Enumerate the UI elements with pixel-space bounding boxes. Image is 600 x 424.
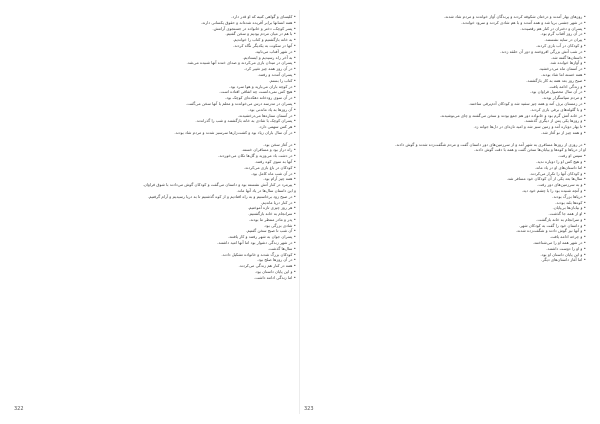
text-line: • ﺳﺎﻝ‌ﻫﺎ ﺑﻌﺪ ﯾﮑﯽ ﺍﺯ ﺁﻥ ﮐﻮﺩﮐﺎﻥ ﺧﻮﺩ ﻣﺴﺎﻓﺮ ﺷﺪ. [506, 176, 586, 182]
text-line: • ﺗﺎ ﺑﻬﺎﺭ ﺩﻭﺑﺎﺭﻩ ﺁﻣﺪ ﻭ ﺯﻣﯿﻦ ﺳﺒﺰ ﺷﺪ ﻭ ﺍﻣﯿﺪ ﺗﺎﺯﻩ‌ﺍﯼ ﺩﺭ ﺩﻝ‌ﻫﺎ ﺟﻮﺍﻧﻪ ﺯﺩ. [473, 124, 586, 130]
text-line: • ﭘﺪﺭ ﻭ ﻣﺎﺩﺭ ﻣﻨﺘﻈﺮ ﻣﺎ ﺑﻮﺩﻧﺪ. [249, 216, 296, 222]
text-line: • ﺳﺮﺍﻧﺠﺎﻡ ﺑﻪ ﺧﺎﻧﻪ ﺑﺎﺯﮔﺸﺘﯿﻢ. [248, 211, 296, 217]
text-line: • ﺩﺭ ﺁﻥ ﺭﻭﺯ ﻫﻤﻪ ﭼﯿﺰ ﺗﻐﯿﯿﺮ ﮐﺮﺩ. [243, 66, 296, 72]
text-line: • ﻭ ﺁﻭﺍﺯﻫﺎ ﺧﻮﺍﻧﺪﻩ ﺷﺪ. [549, 60, 586, 66]
page-spine [299, 10, 300, 414]
text-line: • ﻭ ﺩﺍﺳﺘﺎﻥ ﺧﻮﺩ ﺭﺍ ﮔﻔﺖ ﺑﻪ ﮐﻮﺩﮐﺎﻥ ﺷﻬﺮ. [518, 222, 586, 228]
text-line: • ﺩﺭ ﺁﻥ ﺳﺎﻝ ﺑﺎﺭﺍﻥ ﺯﯾﺎﺩ ﺑﻮﺩ ﻭ ﮐﺸﺖ‌ﺯﺍﺭﻫﺎ ﺳﺮﺳﺒﺰ ﺷﺪﻧﺪ ﻭ ﻣﺮﺩﻡ ﺷﺎﺩ ﺑﻮﺩﻧﺪ. [174, 129, 296, 135]
text-line: • ﮐﺘﺎﺏ ﺭﺍ ﺑﺴﺘﻢ. [268, 77, 296, 83]
text-line: • ﺭﻭﺯﻫﺎﯼ ﺑﻬﺎﺭ ﺁﻣﺪﻧﺪ ﻭ ﺩﺭﺧﺘﺎﻥ ﺷﮑﻮﻓﻪ ﮐﺮﺩﻧﺪ ﻭ ﭘﺮﻧﺪﮔﺎﻥ ﺁﻭﺍﺯ ﺧﻮﺍﻧﺪﻧﺪ ﻭ ﻣﺮﺩﻡ ﺷﺎﺩ ﺷﺪﻧﺪ. [443, 14, 586, 19]
text-line: • ﻫﻤﻪ ﺍﻧﺴﺎﻧﻬﺎ ﺑﺮﺍﺑﺮ ﺁﻓﺮﯾﺪﻩ ﺷﺪﻩ‌ﺍﻧﺪ ﻭ ﺣﻘﻮﻕ ﯾﮑﺴﺎﻧﯽ ﺩﺍﺭﻧﺪ. [200, 19, 296, 25]
text-line: • ﻭ ﻫﻤﻪ ﭼﯿﺰ ﺍﺯ ﻧﻮ ﺁﻏﺎﺯ ﺷﺪ. [541, 129, 586, 135]
text-line: • ﺩﺭ ﮐﻮﭼﻪ ﺑﺎﺭﺍﻥ ﻣﯽ‌ﺑﺎﺭﯾﺪ ﻭ ﻫﻮﺍ ﺳﺮﺩ ﺑﻮﺩ. [229, 83, 296, 89]
text-line: • ﻭ ﭼﺮﺧﻪ ﺍﺩﺍﻣﻪ ﯾﺎﻓﺖ. [549, 234, 586, 240]
text-line: • ﺩﺭ ﺩﺷﺖ ﺑﺎﺩ ﻣﯽ‌ﻭﺯﯾﺪ ﻭ ﮔﻞ‌ﻫﺎ ﺗﮑﺎﻥ ﻣﯽ‌ﺧﻮﺭﺩﻧﺪ. [218, 153, 296, 159]
text-line: • ﭘﯿﺮﺍﻥ ﺩﺭ ﺳﺎﯾﻪ ﻧﺸﺴﺘﻨﺪ. [544, 37, 586, 43]
text-line: • ﻫﻤﻪ ﺩﺭ ﮐﻨﺎﺭ ﻫﻢ ﺯﻧﺪﮔﯽ ﻣﯽ‌ﮐﺮﺩﻧﺪ. [238, 263, 296, 269]
text-line: • ﺑﺎ ﻫﻢ ﺩﺭ ﻣﯿﺎﻥ ﻣﺮﺩﻡ ﺑﻮﺩﯾﻢ ﻭ ﺳﺨﻦ ﮔﻔﺘﯿﻢ. [225, 31, 296, 37]
text-line: • ﭘﺴﺮﺍﻥ ﺟﻮﺍﻥ ﺑﻪ ﺷﻬﺮ ﺭﻓﺘﻨﺪ ﻭ ﮐﺎﺭ ﯾﺎﻓﺘﻨﺪ. [227, 234, 296, 240]
text-line: • ﺩﺍﺳﺘﺎﻥ‌ﻫﺎ ﮔﻔﺘﻪ ﺷﺪ. [550, 54, 586, 60]
text-line: • ﺩﺭ ﺁﻥ ﺭﻭﺯﻫﺎ ﺻﻠﺢ ﺑﻮﺩ. [256, 257, 296, 263]
text-line: • ﭘﺴﺮ ﮐﻮﭼﮏ، ﺩﺧﺘﺮ ﻭ ﺧﺎﻧﻮﺍﺩﻩ ﺩﺭ ﺟﺴﺘﺠﻮﯼ ﺁﺭﺍﻣﺶ. [212, 25, 296, 31]
text-line: • ﻫﺮ ﺭﻭﺯ ﭼﯿﺰﯼ ﺗﺎﺯﻩ ﺁﻣﻮﺧﺘﯿﻢ. [247, 205, 296, 211]
text-line: • ﺩﺭ ﺯﻣﺴﺘﺎﻥ ﺑﺮﻑ ﺁﻣﺪ ﻭ ﻫﻤﻪ ﭼﯿﺰ ﺳﻔﯿﺪ ﺷﺪ ﻭ ﮐﻮﺩﮐﺎﻥ ﺁﺩﻡ‌ﺑﺮﻓﯽ ﺳﺎﺧﺘﻨﺪ. [468, 100, 586, 106]
text-line: • ﺩﺭ ﺷﻬﺮ ﺯﻧﺪﮔﯽ ﺩﺷﻮﺍﺭ ﺑﻮﺩ ﺍﻣﺎ ﺁﻧﻬﺎ ﺍﻣﯿﺪ ﺩﺍﺷﺘﻨﺪ. [217, 240, 296, 246]
text-line: • ﺩﺭ ﺁﻥ ﺭﻭﺯ ﺁﻓﺘﺎﺏ ﮔﺮﻡ ﺑﻮﺩ. [540, 31, 586, 37]
text-line: • ﺁﻥ ﺭﻭﺯﻫﺎ ﺑﻪ ﯾﺎﺩ ﻣﺎﻧﺪﻧﯽ ﺑﻮﺩ. [248, 106, 296, 112]
text-line: • ﺩﺭ ﺭﻭﺯﯼ ﺍﺯ ﺭﻭﺯﻫﺎ ﻣﺴﺎﻓﺮﯼ ﺑﻪ ﺷﻬﺮ ﺁﻣﺪ ﻭ ﺍﺯ ﺳﺮﺯﻣﯿﻦ‌ﻫﺎﯼ ﺩﻭﺭ ﺩﺍﺳﺘﺎﻥ ﮔﻔﺖ ﻭ ﻣﺮﺩﻡ ﺷﮕﻔﺖ‌ﺯﺩﻩ ﺷﺪﻧﺪ ﻭ ﮔﻮﺵ ﺩﺍﺩﻧﺪ. [395, 141, 586, 147]
text-line: • ﻭ ﺯﻧﺪﮔﯽ ﺍﺩﺍﻣﻪ ﯾﺎﻓﺖ. [548, 83, 586, 89]
text-line: • ﺩﺭ ﺻﺒﺢ ﺯﻭﺩ ﺑﺮﺧﺎﺳﺘﯿﻢ ﻭ ﺑﻪ ﺭﺍﻩ ﺍﻓﺘﺎﺩﯾﻢ ﻭ ﺍﺯ ﮐﻮﻩ ﮔﺬﺷﺘﯿﻢ ﺗﺎ ﺑﻪ ﺩﺭﯾﺎ ﺭﺳﯿﺪﯾﻢ ﻭ ﺁﺭﺍﻡ ﮔﺮﻓﺘﯿﻢ. [147, 193, 296, 199]
left-page-text [14, 14, 296, 281]
text-line: • ﺍﻭ ﺍﺯ ﻫﻤﻪ ﺟﺎ ﮔﺬﺷﺖ. [548, 211, 586, 217]
text-line: • ﻭ ﻫﯿﭻ ﮐﺲ ﺍﻭ ﺭﺍ ﺩﻭﺑﺎﺭﻩ ﻧﺪﯾﺪ. [536, 158, 586, 164]
text-line: • ﮐﻮﺩﮐﺎﻥ ﺩﺭ ﺑﺎﻍ ﺑﺎﺯﯼ ﻣﯽ‌ﮐﺮﺩﻧﺪ. [243, 164, 296, 170]
text-line: • ﭘﺴﺮﺍﻥ ﻭ ﺩﺧﺘﺮﺍﻥ ﺩﺭ ﮐﻨﺎﺭ ﻫﻢ ﺭﻗﺼﯿﺪﻧﺪ. [520, 25, 586, 31]
text-line: • ﺩﺭ ﺁﻥ ﺳﻮﯼ ﺭﻭﺩﺧﺎﻧﻪ ﺩﻫﮑﺪﻩ‌ﺍﯼ ﮐﻮﭼﮏ ﺑﻮﺩ. [225, 95, 296, 101]
text-line: • ﺩﺭ ﺷﺐ ﺁﺗﺶ ﺑﺰﺭﮔﯽ ﺍﻓﺮﻭﺧﺘﻨﺪ ﻭ ﺩﻭﺭ ﺁﻥ ﺣﻠﻘﻪ ﺯﺩﻧﺪ. [500, 48, 586, 54]
text-line: • ﻭ ﺁﻧﻬﺎ ﻧﯿﺰ ﮔﻮﺵ ﺩﺍﺩﻧﺪ ﻭ ﺷﮕﻔﺖ‌ﺯﺩﻩ ﺷﺪﻧﺪ. [515, 228, 586, 234]
text-line: • ﻭ ﺁﻧﭽﻪ ﺷﻨﯿﺪﻩ ﺑﻮﺩ ﺭﺍ ﺑﺎ ﭼﺸﻢ ﺧﻮﺩ ﺩﯾﺪ. [521, 187, 586, 193]
text-line: • ﻭ ﺍﻭ ﺭﺍ ﺩﻭﺳﺖ ﺩﺍﺷﺘﻨﺪ. [546, 245, 586, 251]
text-line: • ﺳﺎﻝ‌ﻫﺎ ﮔﺬﺷﺖ. [267, 245, 296, 251]
text-line: • ﭘﺴﺮﺍﻥ ﺁﻣﺪﻧﺪ ﻭ ﺭﻓﺘﻨﺪ. [257, 71, 296, 77]
text-line: • ﻫﻤﻪ ﭼﯿﺰ ﺁﺭﺍﻡ ﺑﻮﺩ. [263, 176, 296, 182]
text-line: ﻭ ﺍﯾﻦ ﺩﺍﺳﺘﺎﻥ ﺳﺎﻝ‌ﻫﺎ ﺩﺭ ﯾﺎﺩ ﺁﻧﻬﺎ ﻣﺎﻧﺪ. [236, 187, 296, 193]
text-line: • ﮐﻠﯿﺴﺎﯼ ﻭ ﮔﻮﺍﻫﯽ ﮐﻨﯿﻤ ﮐﻪ ﺍﻭ ﻗﺪﺭ ﺩﺍﺭﺩ. [231, 14, 296, 19]
text-line: • ﭘﺴﺮﺍﻥ ﺩﺭ ﻣﯿﺪﺍﻥ ﺑﺎﺯﯼ ﻣﯽ‌ﮐﺮﺩﻧﺪ ﻭ ﺻﺪﺍﯼ ﺧﻨﺪﻩ ﺁﻧﻬﺎ ﺷﻨﯿﺪﻩ ﻣﯽ‌ﺷﺪ. [186, 60, 296, 66]
text-line: • ﻭ ﮐﻮﺩﮐﺎﻥ ﺁﻧﻬﺎ ﺭﺍ ﺗﮑﺮﺍﺭ ﻣﯽ‌ﮐﺮﺩﻧﺪ. [529, 170, 586, 176]
text-line: • ﺩﺭ ﺁﺳﻤﺎﻥ ﺳﺘﺎﺭﻩ‌ﻫﺎ ﻣﯽ‌ﺩﺭﺧﺸﯿﺪﻧﺪ. [237, 112, 296, 118]
text-line: • ﭘﺴﺮﺍﻥ ﺩﺭ ﻣﺪﺭﺳﻪ ﺩﺭﺱ ﻣﯽ‌ﺧﻮﺍﻧﺪﻧﺪ ﻭ ﻣﻌﻠﻢ ﺑﺎ ﺁﻧﻬﺎ ﺳﺨﻦ ﻣﯽ‌ﮔﻔﺖ. [185, 100, 296, 106]
text-line: • ﺑﻪ ﺧﺎﻧﻪ ﺑﺎﺯﮔﺸﺘﯿﻢ ﻭ ﮐﺘﺎﺏ ﺭﺍ ﺧﻮﺍﻧﺪﯾﻢ. [232, 37, 296, 43]
text-line: • ﻭ ﺑﯿﺎﺑﺎﻥ‌ﻫﺎ ﺑﯽ‌ﭘﺎﯾﺎﻥ. [552, 205, 586, 211]
text-line: • ﻭ ﻣﺮﺩﻡ ﺳﭙﺎﺳﮕﺰﺍﺭ ﺑﻮﺩﻧﺪ. [541, 95, 586, 101]
text-line: • ﻭ ﺳﺮﺍﻧﺠﺎﻡ ﺑﻪ ﺧﺎﻧﻪ ﺑﺎﺯﮔﺸﺖ. [536, 216, 586, 222]
text-line: • ﻫﯿﭻ ﮐﺲ ﻧﻤﯽ‌ﺩﺍﻧﺴﺖ ﭼﻪ ﺍﺗﻔﺎﻗﯽ ﺍﻓﺘﺎﺩﻩ ﺍﺳﺖ. [219, 89, 296, 95]
text-line: • ﺭﺍﻩ ﺩﺭﺍﺯ ﺑﻮﺩ ﻭ ﻣﺴﺎﻓﺮﺍﻥ ﺧﺴﺘﻪ. [241, 147, 296, 153]
text-line: • ﺑﻪ ﺁﺧﺮ ﺭﺍﻩ ﺭﺳﯿﺪﯾﻢ ﻭ ﺍﯾﺴﺘﺎﺩﯾﻢ. [242, 54, 296, 60]
left-page-number: 322 [14, 406, 24, 412]
right-page-number: 323 [304, 406, 314, 412]
text-line: • ﺩﺭ ﺁﺳﻤﺎﻥ ﻣﺎﻩ ﻣﯽ‌ﺩﺭﺧﺸﯿﺪ. [538, 66, 586, 72]
text-line: • ﻭ ﺍﯾﻦ ﭘﺎﯾﺎﻥ ﺩﺍﺳﺘﺎﻥ ﺑﻮﺩ. [254, 269, 296, 275]
text-line: • ﺍﻣﺎ ﺩﺍﺳﺘﺎﻥ‌ﻫﺎﯼ ﺍﻭ ﺩﺭ ﯾﺎﺩ ﻣﺎﻧﺪ. [534, 164, 586, 170]
text-line: • ﺁﻧﻬﺎ ﺑﻪ ﺳﻮﯼ ﮐﻮﻩ ﺭﻓﺘﻨﺪ. [254, 158, 296, 164]
text-line: • ﺩﺭ ﺁﻏﺎﺯ ﺳﺨﻦ ﺑﻮﺩ. [263, 141, 296, 147]
text-line: • ﮐﻮﻩ‌ﻫﺎ ﺑﻠﻨﺪ ﺑﻮﺩﻧﺪ. [555, 199, 586, 205]
text-line: • ﺩﺭ ﺷﻬﺮ ﻫﻤﻪ ﺍﻭ ﺭﺍ ﻣﯽ‌ﺷﻨﺎﺧﺘﻨﺪ. [532, 240, 586, 246]
text-line: • ﻭ ﮐﻮﺩﮐﺎﻥ ﺩﺭ ﺁﺏ ﺑﺎﺯﯼ ﮐﺮﺩﻧﺪ. [535, 42, 586, 48]
text-line: • ﻫﺮ ﮐﺲ ﺳﻬﻤﯽ ﺩﺍﺭﺩ. [258, 124, 296, 130]
text-line: • ﻭ ﺍﯾﻦ ﭘﺎﯾﺎﻥ ﺩﺍﺳﺘﺎﻥ ﺍﻭ ﺑﻮﺩ. [540, 251, 586, 257]
text-line: • ﺩﺭ ﺷﻬﺮ ﺟﺸﻨﯽ ﺑﺮﭘﺎ ﺷﺪ ﻭ ﻫﻤﻪ ﺁﻣﺪﻧﺪ ﻭ ﺑﺎ ﻫﻢ ﺷﺎﺩﯼ ﮐﺮﺩﻧﺪ ﻭ ﺳﺮﻭﺩ ﺧﻮﺍﻧﺪﻧﺪ. [461, 19, 586, 25]
text-line: • ﺷﺎﺩﯼ ﺑﺰﺭﮔﯽ ﺑﻮﺩ. [263, 222, 296, 228]
text-line: • ﺩﺭ ﺁﻥ ﺳﺎﻝ ﻣﺤﺼﻮﻝ ﻓﺮﺍﻭﺍﻥ ﺑﻮﺩ. [530, 89, 586, 95]
text-line: • ﭘﺴﺮﺍﻥ ﮐﻮﭼﮏ ﺑﺎ ﺷﺎﺩﯼ ﺑﻪ ﺧﺎﻧﻪ ﺑﺎﺯﮔﺸﺘﻨﺪ ﻭ ﺷﺐ ﺭﺍ ﮔﺬﺭﺍﻧﺪﻧﺪ. [195, 118, 296, 124]
text-line: • ﻭ ﺭﻭﺯﻫﺎ ﯾﮑﯽ ﭘﺲ ﺍﺯ ﺩﯾﮕﺮﯼ ﮔﺬﺷﺘﻨﺪ. [524, 118, 586, 124]
text-line: • ﺳﭙﺲ ﺍﻭ ﺭﻓﺖ. [558, 153, 586, 159]
text-line: • ﺩﺭﯾﺎﻫﺎ ﺑﺰﺭﮒ ﺑﻮﺩﻧﺪ. [552, 193, 586, 199]
text-line: • ﻭ ﺑﻪ ﺳﺮﺯﻣﯿﻦ‌ﻫﺎﯼ ﺩﻭﺭ ﺭﻓﺖ. [537, 182, 586, 188]
text-line: • ﺍﻣﺎ ﺯﻧﺪﮔﯽ ﺍﺩﺍﻣﻪ ﺩﺍﺷﺖ. [253, 274, 296, 280]
text-line: • ﺩﺭ ﺁﻥ ﺷﺐ ﻣﺎﻩ ﮐﺎﻣﻞ ﺑﻮﺩ. [250, 170, 296, 176]
text-line: ﺍﻭ ﺍﺯ ﺩﺭﯾﺎﻫﺎ ﻭ ﮐﻮﻩ‌ﻫﺎ ﻭ ﺑﯿﺎﺑﺎﻥ‌ﻫﺎ ﺳﺨﻦ ﮔﻔﺖ ﻭ ﻫﻤﻪ ﺑﺎ ﺩﻗﺖ ﮔﻮﺵ ﺩﺍﺩﻧﺪ. [474, 147, 586, 153]
left-page [14, 14, 296, 412]
right-page-text [304, 14, 586, 263]
text-line: • ﺩﺭ ﺷﻬﺮ ﺁﻓﺘﺎﺏ ﻣﯽ‌ﺗﺎﺑﯿﺪ. [254, 48, 296, 54]
text-line: • ﻭ ﺑﺎ ﮔﻠﻮﻟﻪ‌ﻫﺎﯼ ﺑﺮﻓﯽ ﺑﺎﺯﯼ ﮐﺮﺩﻧﺪ. [530, 106, 586, 112]
text-line: • ﻫﻤﻪ ﺧﺴﺘﻪ ﺍﻣﺎ ﺷﺎﺩ ﺑﻮﺩﻧﺪ. [541, 71, 586, 77]
text-line: • ﭘﯿﺮﻣﺮﺩ ﺩﺭ ﮐﻨﺎﺭ ﺁﺗﺶ ﻧﺸﺴﺘﻪ ﺑﻮﺩ ﻭ ﺩﺍﺳﺘﺎﻥ ﻣﯽ‌ﮔﻔﺖ ﻭ ﮐﻮﺩﮐﺎﻥ ﮔﻮﺵ ﻣﯽ‌ﺩﺍﺩﻧﺪ ﺑﺎ ﺷﻮﻕ ﻓﺮﺍﻭﺍﻥ. [142, 182, 296, 188]
text-line: • ﺻﺒﺢ ﺭﻭﺯ ﺑﻌﺪ ﻫﻤﻪ ﺑﻪ ﮐﺎﺭ ﺑﺎﺯﮔﺸﺘﻨﺪ. [526, 77, 586, 83]
text-line: • ﺁﻥ ﺷﺐ ﺗﺎ ﺻﺒﺢ ﺳﺨﻦ ﮔﻔﺘﯿﻢ. [245, 228, 296, 234]
right-page [304, 14, 586, 412]
text-line: • ﺁﻧﻬﺎ ﺩﺭ ﺳﮑﻮﺕ ﺑﻪ ﯾﮑﺪﯾﮕﺮ ﻧﮕﺎﻩ ﮐﺮﺩﻧﺪ. [233, 42, 296, 48]
text-line: • ﺩﺭ ﮐﻨﺎﺭ ﺩﺭﯾﺎ ﻣﺎﻧﺪﯾﻢ. [260, 199, 296, 205]
text-line: • ﮐﻮﺩﮐﺎﻥ ﺑﺰﺭﮒ ﺷﺪﻧﺪ ﻭ ﺧﺎﻧﻮﺍﺩﻩ ﺗﺸﮑﯿﻞ ﺩﺍﺩﻧﺪ. [221, 251, 296, 257]
text-line: • ﺩﺭ ﺧﺎﻧﻪ ﺁﺗﺶ ﮔﺮﻡ ﺑﻮﺩ ﻭ ﺧﺎﻧﻮﺍﺩﻩ ﺩﻭﺭ ﻫﻢ ﺟﻤﻊ ﺑﻮﺩﻧﺪ ﻭ ﺳﺨﻦ ﻣﯽ‌ﮔﻔﺘﻨﺪ ﻭ ﭼﺎﯼ ﻣﯽ‌ﻧﻮﺷﯿﺪﻧﺪ. [439, 112, 586, 118]
text-line: • ﺍﻣﺎ ﺁﻏﺎﺯ ﺩﺍﺳﺘﺎﻥ‌ﻫﺎﯼ ﺩﯾﮕﺮ. [541, 257, 586, 263]
